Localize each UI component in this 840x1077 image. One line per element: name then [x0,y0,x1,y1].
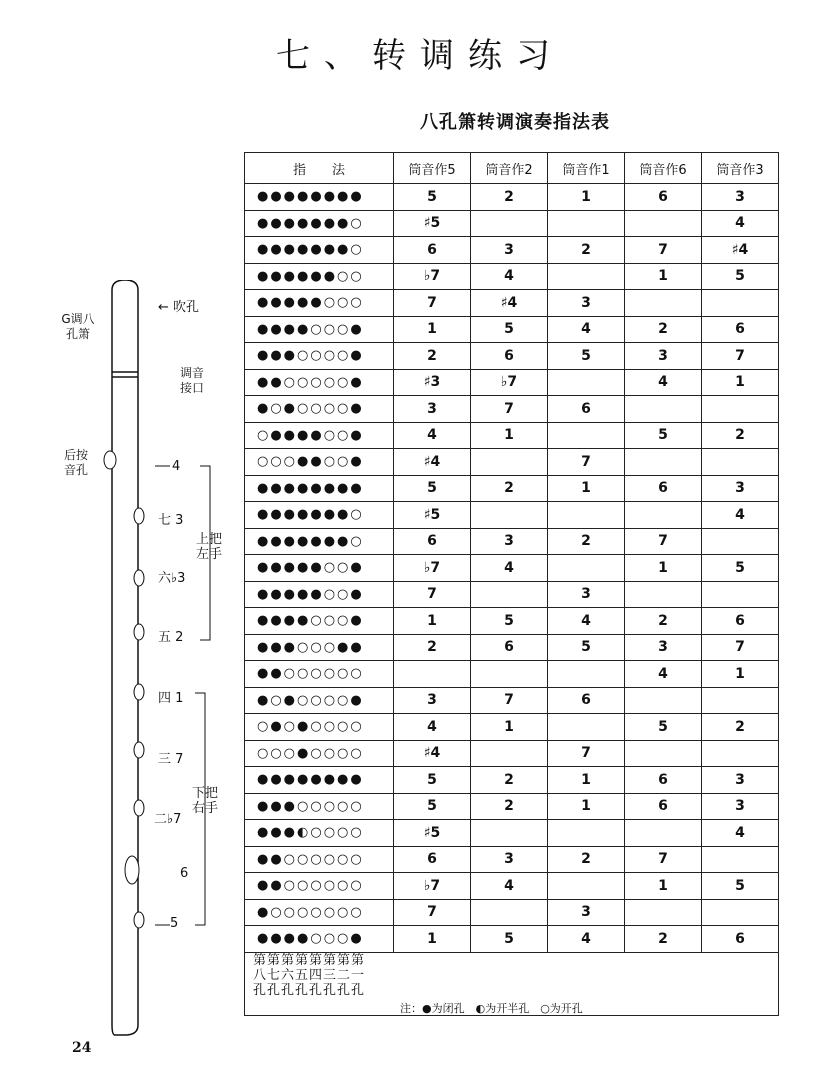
note-cell: ♯4 [702,237,779,264]
note-cell: 4 [471,263,548,290]
note-cell: 3 [471,528,548,555]
note-cell [625,581,702,608]
note-cell: 2 [625,608,702,635]
note-cell: 2 [548,528,625,555]
table-row [245,422,779,449]
hole-label: 6 [180,866,189,881]
note-cell [702,396,779,423]
note-cell [625,210,702,237]
note-cell: 2 [471,767,548,794]
note-cell [471,661,548,688]
fingering-cell: ○●○●○○○○ [245,714,394,741]
note-cell: 5 [625,422,702,449]
fingering-cell: ●●●○○○●● [245,634,394,661]
table-row [245,740,779,767]
note-cell [548,502,625,529]
note-cell: ♭7 [394,263,471,290]
table-row [245,608,779,635]
note-cell: ♯5 [394,820,471,847]
note-cell: 5 [394,475,471,502]
note-cell: 3 [471,846,548,873]
back-hole-mark [104,451,116,469]
note-cell: 1 [625,263,702,290]
note-cell [471,502,548,529]
note-cell: 6 [471,343,548,370]
note-cell: 2 [471,475,548,502]
hole-label: 五 2 [158,630,184,645]
note-cell [548,661,625,688]
table-row [245,396,779,423]
fingering-cell: ●●○○○○○○ [245,661,394,688]
note-cell: 2 [548,846,625,873]
lower-hand-label: 下把右手 [192,786,219,816]
note-cell: 3 [625,343,702,370]
note-cell: 2 [471,184,548,211]
fingering-cell: ●●●●○○○● [245,608,394,635]
note-cell: 5 [471,926,548,953]
table-row [245,846,779,873]
note-cell: 6 [625,184,702,211]
note-cell: 2 [394,634,471,661]
fingering-cell: ●●●●●●●○ [245,528,394,555]
header-key-6: 筒音作6 [625,153,702,184]
note-cell [702,528,779,555]
note-cell: 1 [471,714,548,741]
note-cell: ♭7 [471,369,548,396]
table-row [245,502,779,529]
note-cell: 1 [702,661,779,688]
note-cell: 2 [625,926,702,953]
fingering-cell: ●●●●●○○● [245,581,394,608]
note-cell [471,740,548,767]
header-key-1: 筒音作1 [548,153,625,184]
note-cell [625,899,702,926]
note-cell: 1 [548,793,625,820]
note-cell: 6 [471,634,548,661]
note-cell: 4 [702,502,779,529]
note-cell [702,581,779,608]
note-cell: 7 [625,846,702,873]
note-cell [702,687,779,714]
fingering-cell: ●●●●●●○○ [245,263,394,290]
note-cell: 4 [548,316,625,343]
note-cell: 3 [394,687,471,714]
note-cell: 3 [548,290,625,317]
blow-hole-label: ← 吹孔 [158,300,200,315]
note-cell: 5 [394,767,471,794]
note-cell [471,581,548,608]
fingering-cell: ○○○●○○○○ [245,740,394,767]
note-cell [471,449,548,476]
table-row [245,634,779,661]
page-number: 24 [72,1040,92,1056]
fingering-cell: ○●●●●○○● [245,422,394,449]
note-cell: 3 [548,899,625,926]
note-cell: 1 [394,316,471,343]
note-cell: 3 [625,634,702,661]
table-row [245,687,779,714]
note-cell [702,846,779,873]
note-cell: 6 [394,528,471,555]
note-cell: 3 [702,184,779,211]
note-cell: 5 [394,793,471,820]
hole-label: 四 1 [158,691,184,706]
note-cell: 5 [548,343,625,370]
note-cell: 5 [394,184,471,211]
table-row [245,316,779,343]
fingering-cell: ●○○○○○○○ [245,899,394,926]
note-cell: 4 [625,369,702,396]
note-cell: 6 [548,396,625,423]
header-fingering: 指 法 [245,153,394,184]
note-cell: 7 [548,740,625,767]
note-cell: 1 [394,926,471,953]
hole-mark [134,508,144,524]
note-cell: 7 [548,449,625,476]
note-cell: ♯5 [394,502,471,529]
fingering-cell: ●○●○○○○● [245,687,394,714]
table-row [245,820,779,847]
note-cell: 3 [702,767,779,794]
note-cell [548,369,625,396]
table-row [245,263,779,290]
note-cell: 5 [702,555,779,582]
fingering-cell: ●●●●●●●○ [245,502,394,529]
note-cell: 3 [394,396,471,423]
tuning-joint-label: 调音接口 [179,366,204,395]
table-row [245,237,779,264]
note-cell: 2 [702,714,779,741]
footer-holes-top: 第第第第第第第第 [253,952,366,968]
note-cell: 4 [471,555,548,582]
table-row [245,528,779,555]
hole-label: 5 [170,916,179,931]
note-cell: 1 [625,555,702,582]
note-cell: ♯4 [394,449,471,476]
fingering-cell: ●●●●●●●● [245,184,394,211]
note-cell: ♯3 [394,369,471,396]
note-cell: 6 [625,793,702,820]
note-cell: ♭7 [394,873,471,900]
fingering-table [244,152,779,1016]
table-row [245,661,779,688]
hole-mark [134,912,144,928]
note-cell: 7 [702,343,779,370]
upper-hand-label: 上把左手 [196,532,223,562]
fingering-cell: ●●●●●●●● [245,767,394,794]
header-key-5: 筒音作5 [394,153,471,184]
table-row [245,475,779,502]
note-cell [548,422,625,449]
note-cell [548,714,625,741]
fingering-cell: ●●○○○○○○ [245,873,394,900]
note-cell [548,210,625,237]
note-cell: 2 [625,316,702,343]
hole-label: 4 [172,459,181,474]
fingering-cell: ●●●●●●●● [245,475,394,502]
note-cell: 5 [471,316,548,343]
note-cell: 7 [702,634,779,661]
note-cell: 4 [702,210,779,237]
note-cell [548,263,625,290]
note-cell [548,873,625,900]
note-cell [471,899,548,926]
note-cell [471,210,548,237]
note-cell [625,290,702,317]
table-row [245,793,779,820]
note-cell: 1 [471,422,548,449]
note-cell: 4 [548,608,625,635]
note-cell: 2 [394,343,471,370]
note-cell: 4 [471,873,548,900]
fingering-cell: ●●●◐○○○○ [245,820,394,847]
chapter-title: 七、转调练习 [276,36,564,76]
table-row [245,210,779,237]
note-cell: 4 [394,422,471,449]
note-cell: 7 [625,237,702,264]
note-cell: 3 [548,581,625,608]
note-cell [548,555,625,582]
note-cell: 4 [548,926,625,953]
note-cell [625,687,702,714]
note-cell [702,899,779,926]
note-cell: 7 [394,899,471,926]
table-row [245,926,779,953]
note-cell: 6 [548,687,625,714]
note-cell [702,449,779,476]
note-cell: 4 [702,820,779,847]
table-row [245,290,779,317]
table-row [245,767,779,794]
note-cell: 3 [702,793,779,820]
note-cell: ♯4 [471,290,548,317]
back-hole-label: 后按音孔 [63,448,88,477]
legend: 注：●为闭孔 ◐为开半孔 ○为开孔 [400,1002,583,1015]
note-cell: 3 [471,237,548,264]
fingering-cell: ●●●●●●●○ [245,237,394,264]
note-cell [625,740,702,767]
note-cell: 7 [394,290,471,317]
note-cell [625,396,702,423]
hole-mark [134,742,144,758]
hole-mark [125,856,139,884]
table-row [245,449,779,476]
note-cell: 6 [625,475,702,502]
note-cell [702,740,779,767]
footer-holes-bottom: 孔孔孔孔孔孔孔孔 [253,982,366,998]
note-cell: 3 [702,475,779,502]
note-cell: 6 [702,926,779,953]
fingering-cell: ●●○○○○○● [245,369,394,396]
fingering-cell: ●●●●●○○○ [245,290,394,317]
hole-mark [134,800,144,816]
note-cell: 2 [548,237,625,264]
note-cell: 5 [702,263,779,290]
hole-label: 二♭7 [154,812,182,827]
note-cell [471,820,548,847]
hole-label: 六♭3 [158,571,186,586]
hole-mark [134,624,144,640]
fingering-cell: ○○○●●○○● [245,449,394,476]
hole-mark [134,684,144,700]
note-cell: 2 [702,422,779,449]
note-cell [625,449,702,476]
flute-diagram [40,280,240,1040]
table-row [245,184,779,211]
note-cell: 1 [625,873,702,900]
fingering-cell: ●●●●○○○● [245,316,394,343]
note-cell: ♯5 [394,210,471,237]
fingering-cell: ●●○○○○○○ [245,846,394,873]
table-row [245,873,779,900]
note-cell [625,502,702,529]
table-header-row [245,153,779,184]
note-cell: 6 [702,608,779,635]
table-row [245,581,779,608]
hole-mark [134,570,144,586]
note-cell: 6 [625,767,702,794]
note-cell: 1 [394,608,471,635]
note-cell: 5 [471,608,548,635]
fingering-cell: ●●●●●●●○ [245,210,394,237]
note-cell: 7 [394,581,471,608]
note-cell: 1 [548,767,625,794]
note-cell: 6 [394,846,471,873]
fingering-cell: ●●●●○○○● [245,926,394,953]
table-body [245,184,779,953]
header-key-2: 筒音作2 [471,153,548,184]
footer-holes-mid: 八七六五四三二一 [253,967,366,983]
note-cell: ♭7 [394,555,471,582]
note-cell: 7 [471,396,548,423]
table-title: 八孔箫转调演奏指法表 [420,112,610,133]
note-cell: ♯4 [394,740,471,767]
fingering-cell: ●●●●●○○● [245,555,394,582]
note-cell: 7 [625,528,702,555]
table-row [245,899,779,926]
note-cell [394,661,471,688]
header-key-3: 筒音作3 [702,153,779,184]
note-cell: 4 [394,714,471,741]
hole-label: 七 3 [158,513,184,528]
note-cell: 7 [471,687,548,714]
note-cell [702,290,779,317]
instrument-label: G调八孔箫 [61,312,95,341]
table-row [245,343,779,370]
note-cell: 2 [471,793,548,820]
note-cell: 1 [548,475,625,502]
note-cell: 5 [625,714,702,741]
note-cell: 1 [548,184,625,211]
table-row [245,714,779,741]
hole-label: 三 7 [158,752,184,767]
fingering-cell: ●●●○○○○● [245,343,394,370]
table-row [245,555,779,582]
note-cell: 6 [702,316,779,343]
fingering-cell: ●●●○○○○○ [245,793,394,820]
note-cell: 4 [625,661,702,688]
note-cell: 1 [702,369,779,396]
note-cell [625,820,702,847]
note-cell: 5 [702,873,779,900]
note-cell [548,820,625,847]
note-cell: 5 [548,634,625,661]
note-cell: 6 [394,237,471,264]
table-row [245,369,779,396]
fingering-cell: ●○●○○○○● [245,396,394,423]
